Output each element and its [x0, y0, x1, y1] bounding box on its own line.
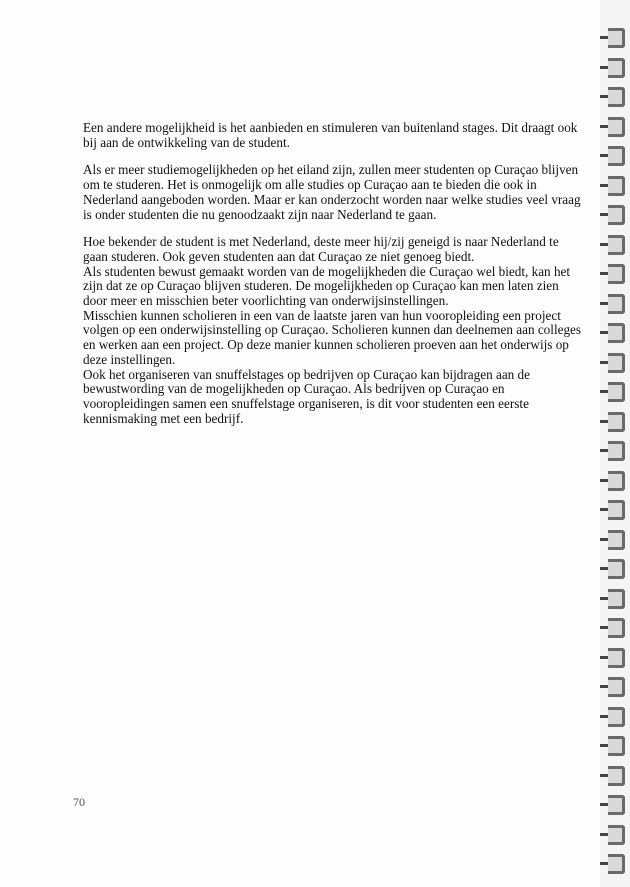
binding-ring: [608, 205, 625, 225]
binding-ring: [608, 648, 625, 668]
binding-ring: [608, 825, 625, 845]
binding-ring: [608, 382, 625, 402]
binding-ring: [608, 58, 625, 78]
binding-ring: [608, 235, 625, 255]
binding-ring: [608, 323, 625, 343]
binding-ring: [608, 87, 625, 107]
text-line: door meer en misschien beter voorlichting van onderwijsinstellingen.: [83, 293, 449, 309]
binding-ring: [608, 117, 625, 137]
text-line: om te studeren. Het is onmogelijk om alle studies op Curaçao aan te bieden die ook in: [83, 177, 537, 193]
binding-ring: [608, 618, 625, 638]
page-number: 70: [73, 795, 85, 809]
binding-ring: [608, 353, 625, 373]
text-line: deze instellingen.: [83, 351, 176, 367]
binding-ring: [608, 294, 625, 314]
text-line: zijn dat ze op Curaçao blijven studeren. De mogelijkheden op Curaçao kan men laten zien: [83, 278, 559, 294]
binding-ring: [608, 589, 625, 609]
binding-ring: [608, 530, 625, 550]
text-line: vooropleidingen samen een snuffelstage organiseren, is dit voor studenten een eerste: [83, 395, 529, 411]
paragraph: [83, 121, 581, 150]
binding-ring: [608, 677, 625, 697]
text-line: Hoe bekender de student is met Nederland, deste meer hij/zij geneigd is naar Nederland te: [83, 234, 559, 250]
binding-ring: [608, 146, 625, 166]
paragraph: [83, 235, 581, 426]
text-line: bewustwording van de mogelijkheden op Curaçao. Als bedrijven op Curaçao en: [83, 381, 505, 397]
binding-ring: [608, 500, 625, 520]
binding-ring: [608, 736, 625, 756]
binding-ring: [608, 412, 625, 432]
text-line: Als studenten bewust gemaakt worden van de mogelijkheden die Curaçao wel biedt, kan het: [83, 263, 571, 279]
body-text: [83, 121, 581, 439]
binding-ring: [608, 707, 625, 727]
binding-ring: [608, 471, 625, 491]
paragraph: [83, 163, 581, 222]
text-line: Als er meer studiemogelijkheden op het eiland zijn, zullen meer studenten op Curaçao blijven: [83, 162, 579, 178]
text-line: bij aan de ontwikkeling van de student.: [83, 134, 290, 150]
text-line: en werken aan een project. Op deze manier kunnen scholieren proeven aan het onderwijs op: [83, 337, 569, 353]
binding-ring: [608, 441, 625, 461]
binding-ring: [608, 766, 625, 786]
text-line: Misschien kunnen scholieren in een van de laatste jaren van hun vooropleiding een project: [83, 307, 561, 323]
text-line: kennismaking met een bedrijf.: [83, 410, 244, 426]
binding-ring: [608, 28, 625, 48]
binding-ring: [608, 176, 625, 196]
text-line: gaan studeren. Ook geven studenten aan dat Curaçao ze niet genoeg biedt.: [83, 248, 475, 264]
text-line: is onder studenten die nu genoodzaakt zijn naar Nederland te gaan.: [83, 206, 437, 222]
binding-ring: [608, 795, 625, 815]
binding-ring: [608, 559, 625, 579]
binding-ring: [608, 854, 625, 874]
binding-ring: [608, 264, 625, 284]
text-line: Een andere mogelijkheid is het aanbieden en stimuleren van buitenland stages. Dit draagt ook: [83, 120, 578, 135]
text-line: Ook het organiseren van snuffelstages op bedrijven op Curaçao kan bijdragen aan de: [83, 366, 531, 382]
text-line: volgen op een onderwijsinstelling op Curaçao. Scholieren kunnen dan deelnemen aan colleges: [83, 322, 582, 338]
text-line: Nederland aangeboden worden. Maar er kan onderzocht worden naar welke studies veel vraag: [83, 191, 581, 207]
spiral-binding: [600, 0, 630, 887]
